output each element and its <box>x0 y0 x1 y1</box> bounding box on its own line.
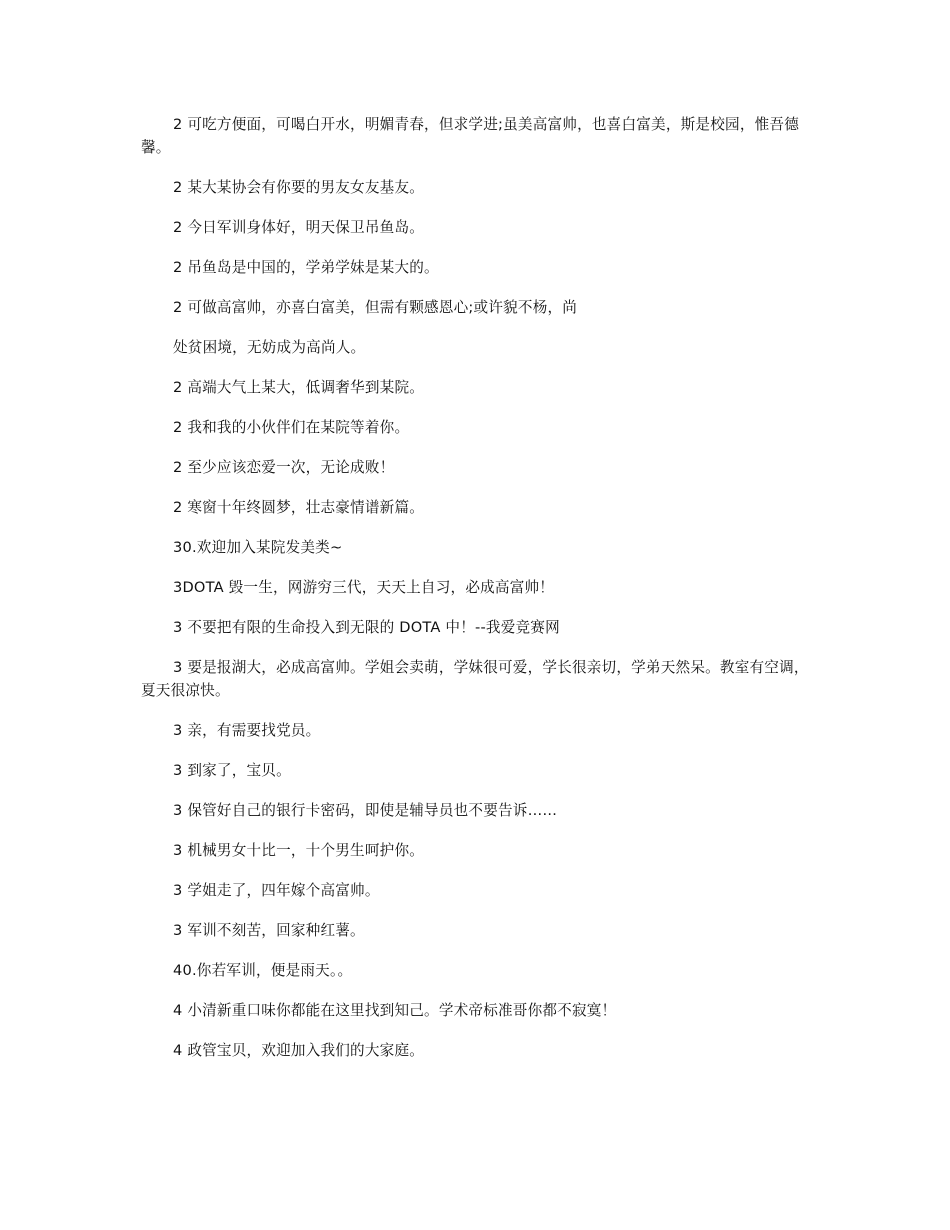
paragraph-18: 3 机械男女十比一，十个男生呵护你。 <box>173 842 425 859</box>
paragraph-22: 4 小清新重口味你都能在这里找到知己。学术帝标准哥你都不寂寞！ <box>173 1002 617 1019</box>
paragraph-12: 3DOTA 毁一生，网游穷三代，天天上自习，必成高富帅！ <box>173 579 555 596</box>
paragraph-19: 3 学姐走了，四年嫁个高富帅。 <box>173 882 380 899</box>
paragraph-4: 2 吊鱼岛是中国的，学弟学妹是某大的。 <box>173 259 439 276</box>
paragraph-11: 30.欢迎加入某院发美类~ <box>173 539 343 556</box>
paragraph-5: 2 可做高富帅，亦喜白富美，但需有颗感恩心;或许貌不杨，尚 <box>173 299 578 316</box>
paragraph-21: 40.你若军训，便是雨天。。 <box>173 962 353 979</box>
paragraph-20: 3 军训不刻苦，回家种红薯。 <box>173 922 365 939</box>
paragraph-14: 3 要是报湖大，必成高富帅。学姐会卖萌，学妹很可爱，学长很亲切，学弟天然呆。教室有空调，夏天很凉快。 <box>141 659 809 699</box>
paragraph-1: 2 可吃方便面，可喝白开水，明媚青春，但求学进;虽美高富帅，也喜白富美，斯是校园，惟吾德馨。 <box>141 116 799 156</box>
paragraph-6: 处贫困境，无妨成为高尚人。 <box>173 339 366 356</box>
paragraph-2: 2 某大某协会有你要的男友女友基友。 <box>173 179 425 196</box>
paragraph-10: 2 寒窗十年终圆梦，壮志豪情谱新篇。 <box>173 499 425 516</box>
paragraph-3: 2 今日军训身体好，明天保卫吊鱼岛。 <box>173 219 425 236</box>
paragraph-8: 2 我和我的小伙伴们在某院等着你。 <box>173 419 410 436</box>
paragraph-15: 3 亲，有需要找党员。 <box>173 722 321 739</box>
paragraph-16: 3 到家了，宝贝。 <box>173 762 291 779</box>
paragraph-17: 3 保管好自己的银行卡密码，即使是辅导员也不要告诉…… <box>173 802 558 819</box>
paragraph-7: 2 高端大气上某大，低调奢华到某院。 <box>173 379 425 396</box>
paragraph-23: 4 政管宝贝，欢迎加入我们的大家庭。 <box>173 1042 425 1059</box>
paragraph-13: 3 不要把有限的生命投入到无限的 DOTA 中！--我爱竞赛网 <box>173 619 560 636</box>
paragraph-9: 2 至少应该恋爱一次，无论成败！ <box>173 459 395 476</box>
document-body <box>141 113 809 1079</box>
